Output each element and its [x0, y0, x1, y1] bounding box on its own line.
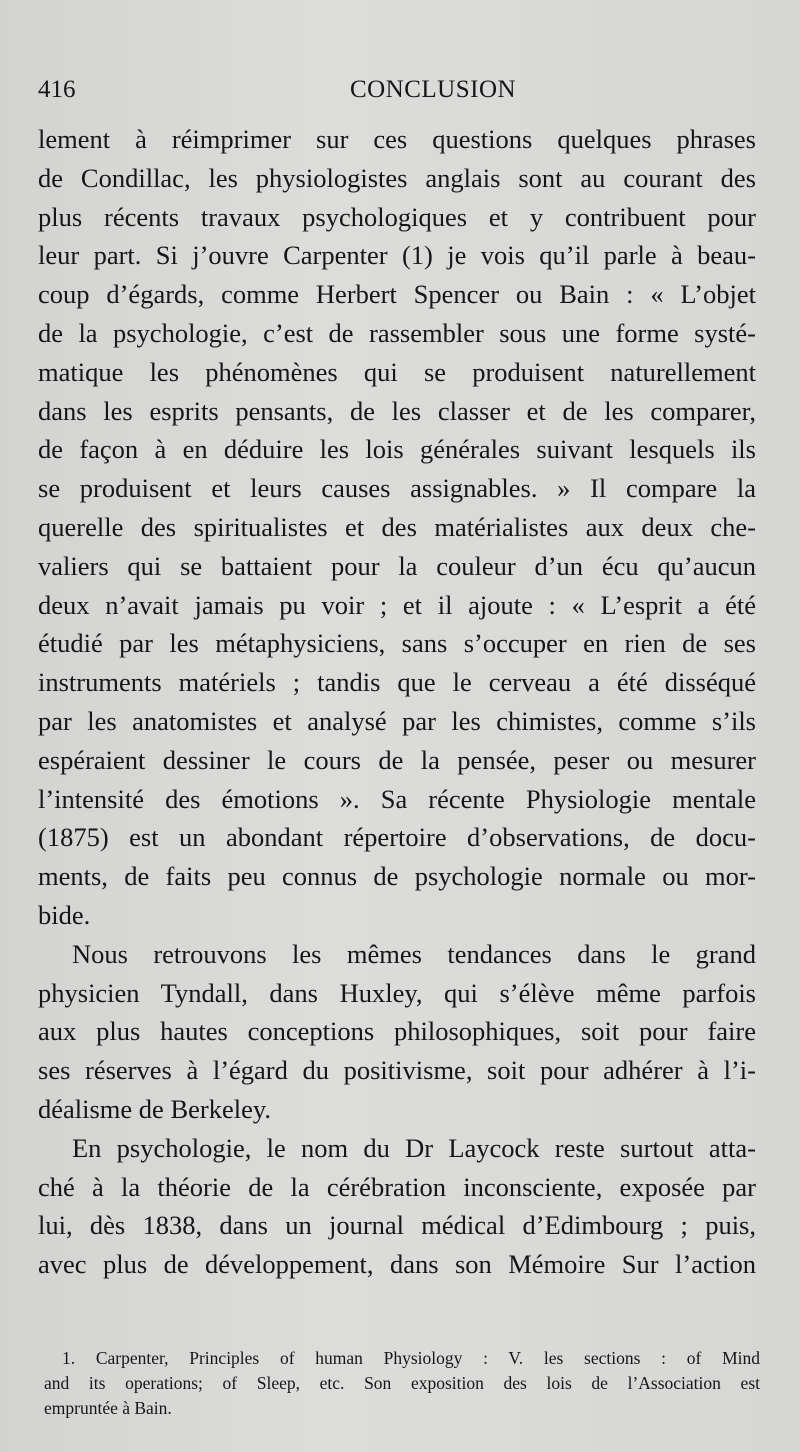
footnotes [44, 1346, 760, 1421]
text-line: matique les phénomènes qui se produisent naturellement [38, 356, 756, 387]
text-line: valiers qui se battaient pour la couleur d’un écu qu’aucun [38, 550, 756, 581]
text-line: l’intensité des émotions ». Sa récente Physiologie mentale [38, 783, 756, 814]
text-line: leur part. Si j’ouvre Carpenter (1) je vois qu’il parle à beau- [38, 240, 756, 271]
text-line: avec plus de développement, dans son Mémoire Sur l’action [38, 1249, 756, 1280]
text-line: physicien Tyndall, dans Huxley, qui s’élève même parfois [38, 977, 756, 1008]
footnote-line: empruntée à Bain. [44, 1398, 172, 1418]
text-line: espéraient dessiner le cours de la pensée, peser ou mesurer [38, 744, 756, 775]
text-line: Nous retrouvons les mêmes tendances dans le grand [72, 938, 756, 969]
text-line: aux plus hautes conceptions philosophiques, soit pour faire [38, 1016, 756, 1047]
text-line: lui, dès 1838, dans un journal médical d’Edimbourg ; puis, [38, 1210, 756, 1241]
text-line: de la psychologie, c’est de rassembler sous une forme systé- [38, 317, 756, 348]
body-text [38, 120, 756, 1284]
text-line: (1875) est un abondant répertoire d’observations, de docu- [38, 822, 756, 853]
text-line: par les anatomistes et analysé par les chimistes, comme s’ils [38, 705, 756, 736]
text-line: ché à la théorie de la cérébration inconsciente, exposée par [38, 1171, 756, 1202]
text-line: querelle des spiritualistes et des matérialistes aux deux che- [38, 511, 756, 542]
text-line: dans les esprits pensants, de les classer et de les comparer, [38, 395, 756, 426]
page-header [38, 76, 758, 116]
footnote-line: and its operations; of Sleep, etc. Son exposition des lois de l’Association est [44, 1373, 760, 1393]
text-line: bide. [38, 899, 91, 930]
text-line: ses réserves à l’égard du positivisme, soit pour adhérer à l’i- [38, 1055, 756, 1086]
text-line: coup d’égards, comme Herbert Spencer ou Bain : « L’objet [38, 279, 756, 310]
text-line: de Condillac, les physiologistes anglais sont au courant des [38, 162, 756, 193]
text-line: ments, de faits peu connus de psychologie normale ou mor- [38, 861, 756, 892]
text-line: déalisme de Berkeley. [38, 1093, 272, 1124]
text-line: En psychologie, le nom du Dr Laycock reste surtout atta- [72, 1132, 756, 1163]
text-line: de façon à en déduire les lois générales suivant lesquels ils [38, 434, 756, 465]
footnote-line: 1. Carpenter, Principles of human Physiology : V. les sections : of Mind [62, 1348, 760, 1368]
text-line: deux n’avait jamais pu voir ; et il ajoute : « L’esprit a été [38, 589, 756, 620]
running-title: CONCLUSION [349, 76, 517, 103]
page-number: 416 [38, 76, 76, 103]
text-line: étudié par les métaphysiciens, sans s’occuper en rien de ses [38, 628, 756, 659]
text-line: instruments matériels ; tandis que le cerveau a été disséqué [38, 667, 756, 698]
text-line: plus récents travaux psychologiques et y contribuent pour [38, 201, 756, 232]
text-line: lement à réimprimer sur ces questions quelques phrases [38, 124, 756, 154]
text-line: se produisent et leurs causes assignables. » Il compare la [38, 473, 756, 504]
